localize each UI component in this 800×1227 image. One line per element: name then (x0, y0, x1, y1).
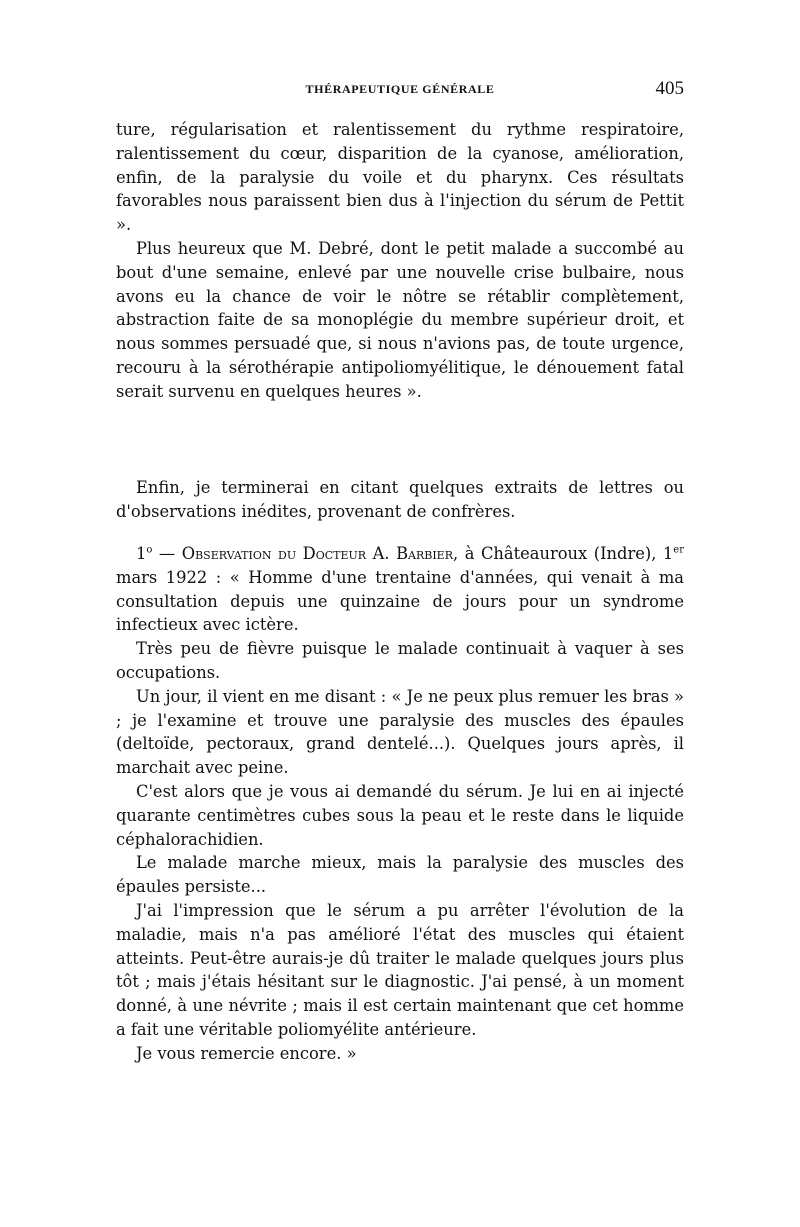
running-title: THÉRAPEUTIQUE GÉNÉRALE (305, 82, 495, 96)
paragraph-observation-heading (116, 542, 684, 637)
text-block-observation (116, 542, 684, 1066)
paragraph-paralysis: Un jour, il vient en me disant : « Je ne peux plus remuer les bras » ; je l'examine et trouve une paralysie des muscles des épaules (deltoïde, pectoraux, grand dentelé...). Quelques jours après, il marchait avec peine. (116, 686, 684, 778)
paragraph-serum: C'est alors que je vous ai demandé du sérum. Je lui en ai injecté quarante centimètres cubes sous la peau et le reste dans le liquide céphalorachidien. (116, 781, 684, 849)
observation-text: mars 1922 : « Homme d'une trentaine d'années, qui venait à ma consultation depuis une quinzaine de jours pour un syndrome infectieux avec ictère. (116, 567, 684, 635)
observation-title: Observation du Docteur A. Barbier (181, 544, 453, 563)
text-block-intro (116, 476, 684, 524)
paragraph-intro-letters: Enfin, je terminerai en citant quelques extraits de lettres ou d'observations inédites, provenant de confrères. (116, 478, 684, 521)
paragraph-impression: J'ai l'impression que le sérum a pu arrêter l'évolution de la maladie, mais n'a pas amélioré l'état des muscles qui étaient atteints. Peut-être aurais-je dû traiter le malade quelques jours plus tôt ; mais j'étais hésitant sur le diagnostic. J'ai pensé, à un moment donné, à une névrite ; mais il est certain maintenant que cet homme a fait une véritable poliomyélite antérieure. (116, 900, 684, 1039)
text-block-continuation (116, 118, 684, 404)
paragraph-thanks: Je vous remercie encore. » (136, 1043, 357, 1063)
observation-number: 1 (136, 544, 147, 563)
paragraph-debre: Plus heureux que M. Debré, dont le petit malade a succombé au bout d'une semaine, enlevé par une nouvelle crise bulbaire, nous avons eu la chance de voir le nôtre se rétablir complètement, abstraction faite de sa monoplégie du membre supérieur droit, et nous sommes persuadé que, si nous n'avions pas, de toute urgence, recouru à la sérothérapie antipoliomyélitique, le dénouement fatal serait survenu en quelques heures ». (116, 238, 684, 401)
paragraph-continuation: ture, régularisation et ralentissement du rythme respiratoire, ralentissement du cœur, disparition de la cyanose, amélioration, enfin, de la paralysie du voile et du pharynx. Ces résultats favorables nous paraissent bien dus à l'injection du sérum de Pettit ». (116, 120, 684, 235)
ordinal-er: er (673, 544, 684, 556)
paragraph-fever: Très peu de fièvre puisque le malade continuait à vaquer à ses occupations. (116, 639, 684, 682)
page-number: 405 (655, 78, 684, 99)
observation-place: , à Châteauroux (Indre), 1 (453, 544, 674, 563)
running-head (116, 78, 684, 102)
ordinal-degree: o (146, 544, 153, 556)
observation-dash: — (152, 544, 182, 563)
paragraph-improvement: Le malade marche mieux, mais la paralysie des muscles des épaules persiste... (116, 853, 684, 897)
